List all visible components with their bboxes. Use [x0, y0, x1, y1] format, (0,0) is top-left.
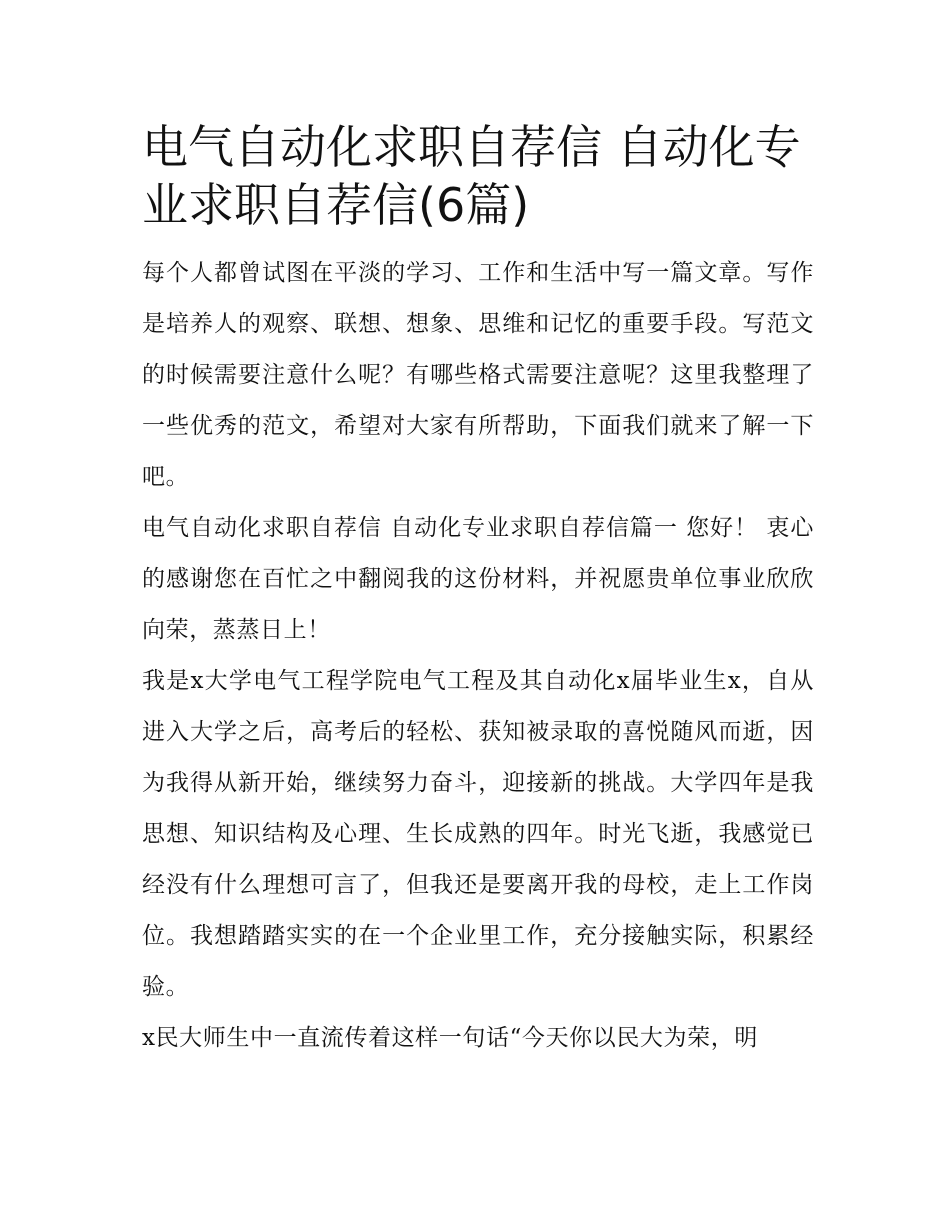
paragraph-self-introduction: 我是x大学电气工程学院电气工程及其自动化x届毕业生x，自从进入大学之后，高考后的轻松、获知被录取的喜悦随风而逝，因为我得从新开始，继续努力奋斗，迎接新的挑战。大学四年是我思想、知识结构及心理、生长成熟的四年。时光飞逝，我感觉已经没有什么理想可言了，但我还是要离开我的母校，走上工作岗位。我想踏踏实实的在一个企业里工作，充分接触实际，积累经验。 — [142, 668, 814, 1000]
paragraph-intro: 每个人都曾试图在平淡的学习、工作和生活中写一篇文章。写作是培养人的观察、联想、想象、思维和记忆的重要手段。写范文的时候需要注意什么呢？有哪些格式需要注意呢？这里我整理了一些优秀的范文，希望对大家有所帮助，下面我们就来了解一下吧。 — [142, 260, 814, 490]
paragraph-university-saying: x民大师生中一直流传着这样一句话“今天你以民大为荣，明 — [142, 1025, 758, 1051]
document-body — [142, 118, 814, 1064]
paragraph-greeting: 电气自动化求职自荐信 自动化专业求职自荐信篇一 您好！ 衷心的感谢您在百忙之中翻阅我的这份材料，并祝愿贵单位事业欣欣向荣，蒸蒸日上！ — [142, 515, 814, 643]
document-title: 电气自动化求职自荐信 自动化专业求职自荐信(6篇) — [142, 120, 801, 232]
